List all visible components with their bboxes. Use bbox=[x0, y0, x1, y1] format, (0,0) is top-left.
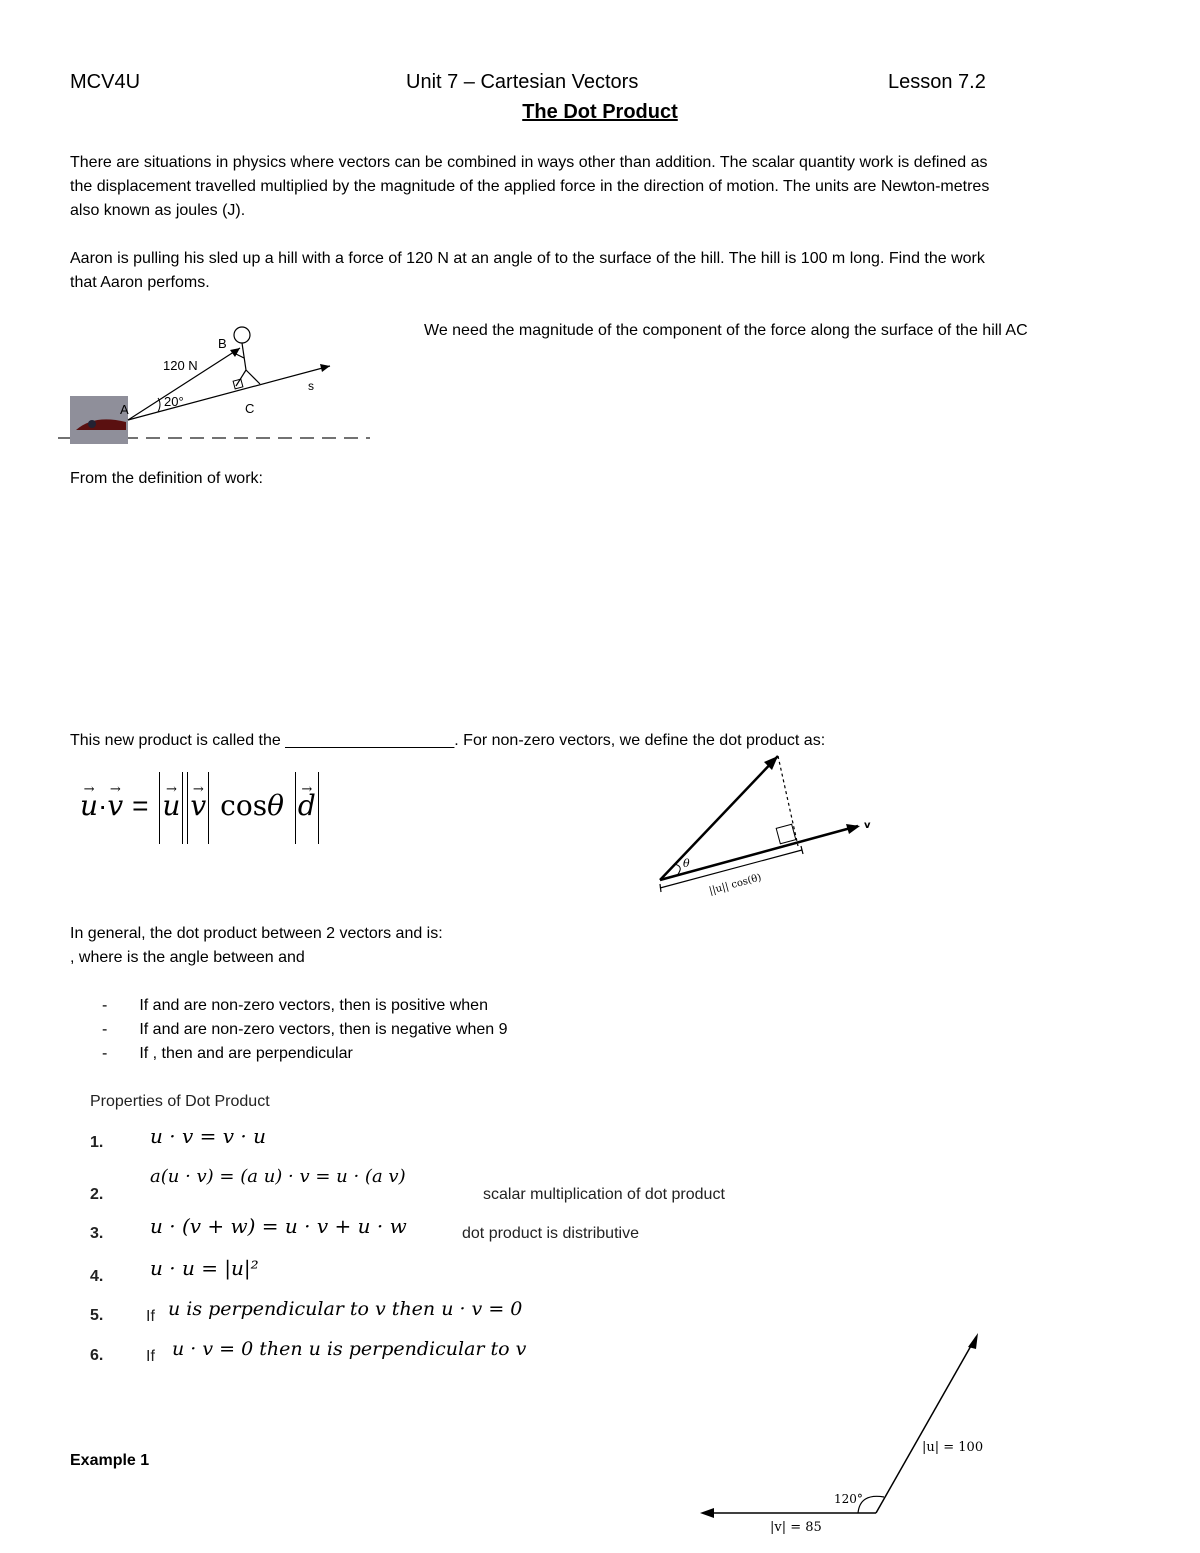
formula-cos: cos bbox=[220, 789, 268, 822]
dot-product-formula: → u·→ v = → u→ v cosθ → d bbox=[80, 770, 321, 846]
example-diagram bbox=[690, 1325, 1000, 1540]
person-body bbox=[242, 343, 246, 370]
formula-equals: = bbox=[132, 790, 149, 821]
property-number: 5. bbox=[90, 1307, 104, 1324]
right-angle-mark bbox=[233, 379, 243, 389]
bullet-item: - If and are non-zero vectors, then is positive when bbox=[102, 997, 488, 1014]
person-head bbox=[234, 327, 250, 343]
intro-line-1: There are situations in physics where vectors can be combined in ways other than addition. The scalar quantity work is defined as bbox=[70, 154, 988, 171]
force-label: 120 N bbox=[163, 358, 198, 373]
projection-label: ||u|| cos(θ) bbox=[707, 872, 763, 897]
example-u-magnitude: |u| = 100 bbox=[922, 1440, 984, 1455]
bullet-text-1: If and are non-zero vectors, then is positive when bbox=[139, 997, 488, 1014]
property-number: 1. bbox=[90, 1134, 104, 1151]
intro-line-2: the displacement travelled multiplied by the magnitude of the applied force in the direction of motion. The units are Newton-metres bbox=[70, 178, 990, 195]
general-line-1: In general, the dot product between 2 vectors and is: bbox=[70, 925, 443, 942]
intro-line-3: also known as joules (J). bbox=[70, 202, 246, 219]
property-expression: u is perpendicular to v then u · v = 0 bbox=[168, 1298, 523, 1320]
sled-diagram bbox=[54, 318, 384, 448]
point-a-label: A bbox=[120, 402, 129, 417]
general-line-2: , where is the angle between and bbox=[70, 949, 305, 966]
dot-product-intro: This new product is called the ___________________. For non-zero vectors, we define the dot product as: bbox=[70, 732, 826, 749]
example-label: Example 1 bbox=[70, 1452, 150, 1469]
problem-line-1: Aaron is pulling his sled up a hill with a force of 120 N at an angle of to the surface of the hill. The hill is 100 m long. Find the work bbox=[70, 250, 985, 267]
bullet-item: - If , then and are perpendicular bbox=[102, 1045, 353, 1062]
v-label: v bbox=[864, 820, 871, 831]
property-if: If bbox=[146, 1308, 155, 1325]
formula-u: → u bbox=[80, 770, 98, 842]
theta-label: θ bbox=[683, 857, 690, 870]
property-expression: u · u = |u|² bbox=[150, 1256, 259, 1280]
property-number: 2. bbox=[90, 1186, 104, 1203]
formula-u-mag: → u bbox=[162, 770, 180, 842]
unit-title: Unit 7 – Cartesian Vectors bbox=[406, 71, 639, 93]
component-note: We need the magnitude of the component of the force along the surface of the hill AC bbox=[424, 322, 1028, 339]
point-c-label: C bbox=[245, 401, 255, 416]
properties-title: Properties of Dot Product bbox=[90, 1093, 270, 1110]
property-note: dot product is distributive bbox=[462, 1225, 639, 1242]
property-number: 4. bbox=[90, 1268, 104, 1285]
property-number: 6. bbox=[90, 1347, 104, 1364]
vector-s-label: s bbox=[308, 379, 314, 393]
example-v-magnitude: |v| = 85 bbox=[770, 1520, 822, 1535]
point-b-label: B bbox=[218, 336, 227, 351]
property-if: If bbox=[146, 1348, 155, 1365]
projection-dashed-line bbox=[778, 756, 798, 846]
bullet-text-3: If , then and are perpendicular bbox=[139, 1045, 353, 1062]
property-expression: u · v = 0 then u is perpendicular to v bbox=[172, 1338, 527, 1360]
formula-v-mag: → v bbox=[190, 770, 206, 842]
example-angle-label: 120° bbox=[834, 1492, 863, 1506]
formula-theta: θ bbox=[267, 789, 284, 822]
problem-line-2: that Aaron perfoms. bbox=[70, 274, 210, 291]
work-definition: From the definition of work: bbox=[70, 470, 263, 487]
bullet-text-2: If and are non-zero vectors, then is negative when 9 bbox=[139, 1021, 508, 1038]
formula-d: → d bbox=[298, 770, 316, 842]
property-note: scalar multiplication of dot product bbox=[483, 1186, 725, 1203]
property-expression: u · (v + w) = u · v + u · w bbox=[150, 1214, 407, 1238]
property-number: 3. bbox=[90, 1225, 104, 1242]
formula-v: → v bbox=[107, 770, 123, 842]
course-code: MCV4U bbox=[70, 71, 141, 93]
angle-label: 20° bbox=[164, 394, 184, 409]
lesson-number: Lesson 7.2 bbox=[888, 71, 986, 93]
example-vector-u bbox=[876, 1337, 976, 1513]
property-expression: u · v = v · u bbox=[150, 1124, 266, 1148]
property-expression: a(u · v) = (a u) · v = u · (a v) bbox=[150, 1166, 406, 1187]
s-arrowhead bbox=[320, 364, 330, 372]
right-angle-mark bbox=[776, 824, 796, 844]
page-title: The Dot Product bbox=[522, 101, 678, 123]
bullet-item: - If and are non-zero vectors, then is negative when 9 bbox=[102, 1021, 508, 1038]
projection-diagram bbox=[650, 750, 880, 900]
